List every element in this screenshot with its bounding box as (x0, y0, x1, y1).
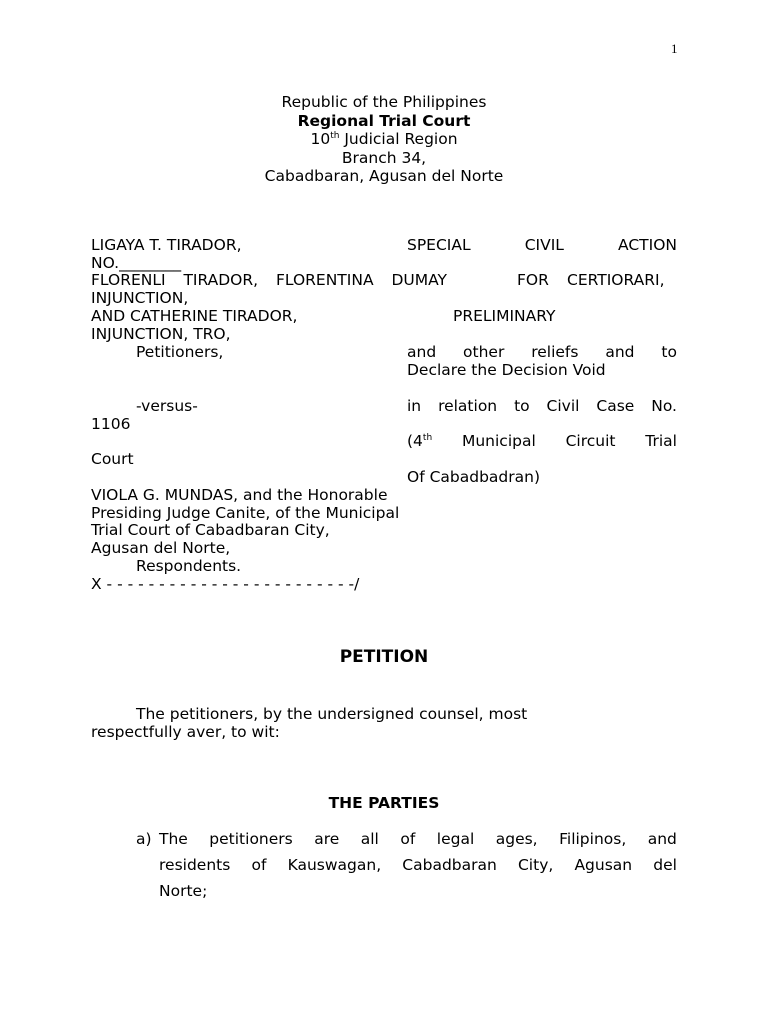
injunction-line-2: INJUNCTION, TRO, (91, 325, 231, 343)
relation-civil-case-line: in relation to Civil Case No. (407, 397, 677, 415)
respondent-line-1: VIOLA G. MUNDAS, and the Honorable (91, 486, 388, 504)
certiorari-word: CERTIORARI, (567, 271, 665, 289)
declare-void-line: Declare the Decision Void (407, 361, 606, 379)
case-number-1106: 1106 (91, 415, 131, 433)
region-line: 10th Judicial Region (310, 130, 458, 148)
preliminary-word: PRELIMINARY (453, 307, 556, 325)
special-civil-action: SPECIAL CIVIL ACTION (407, 236, 677, 254)
item-a-line-1: The petitioners are all of legal ages, Filipinos, and (159, 830, 677, 848)
branch-line: Branch 34, (341, 148, 427, 167)
injunction-line-1: INJUNCTION, (91, 289, 189, 307)
the-parties-heading: THE PARTIES (328, 794, 440, 812)
location-line: Cabadbaran, Agusan del Norte (264, 167, 504, 185)
petition-title: PETITION (339, 647, 429, 667)
intro-line-1: The petitioners, by the undersigned counsel, most (136, 705, 528, 723)
item-a-line-2: residents of Kauswagan, Cabadbaran City, Agusan del (159, 856, 677, 874)
petitioner-catherine: AND CATHERINE TIRADOR, (91, 307, 298, 325)
versus-label: -versus- (136, 397, 198, 415)
for-word: FOR (517, 271, 549, 289)
x-dashes-line: X - - - - - - - - - - - - - - - - - - - - - - - -/ (91, 575, 360, 593)
respondent-line-2: Presiding Judge Canite, of the Municipal (91, 504, 400, 522)
item-a-marker: a) (136, 830, 152, 848)
page-number: 1 (671, 41, 678, 56)
petitioner-ligaya: LIGAYA T. TIRADOR, (91, 236, 242, 254)
intro-line-2: respectfully aver, to wit: (91, 723, 280, 741)
item-a-line-3: Norte; (159, 882, 208, 900)
case-number-blank: NO.________ (91, 254, 182, 272)
cabadbadran-line: Of Cabadbadran) (407, 468, 540, 486)
respondents-label: Respondents. (136, 557, 242, 575)
court-name: Regional Trial Court (297, 111, 471, 130)
court-word: Court (91, 450, 134, 468)
respondent-line-4: Agusan del Norte, (91, 539, 231, 557)
municipal-circuit-trial-line: (4th Municipal Circuit Trial (407, 432, 677, 450)
petitioners-label: Petitioners, (136, 343, 224, 361)
court-header (0, 93, 768, 186)
respondent-line-3: Trial Court of Cabadbaran City, (91, 521, 330, 539)
other-reliefs-line: and other reliefs and to (407, 343, 677, 361)
petitioners-line-2: FLORENLI TIRADOR, FLORENTINA DUMAY (91, 271, 447, 289)
republic-line: Republic of the Philippines (281, 93, 487, 111)
